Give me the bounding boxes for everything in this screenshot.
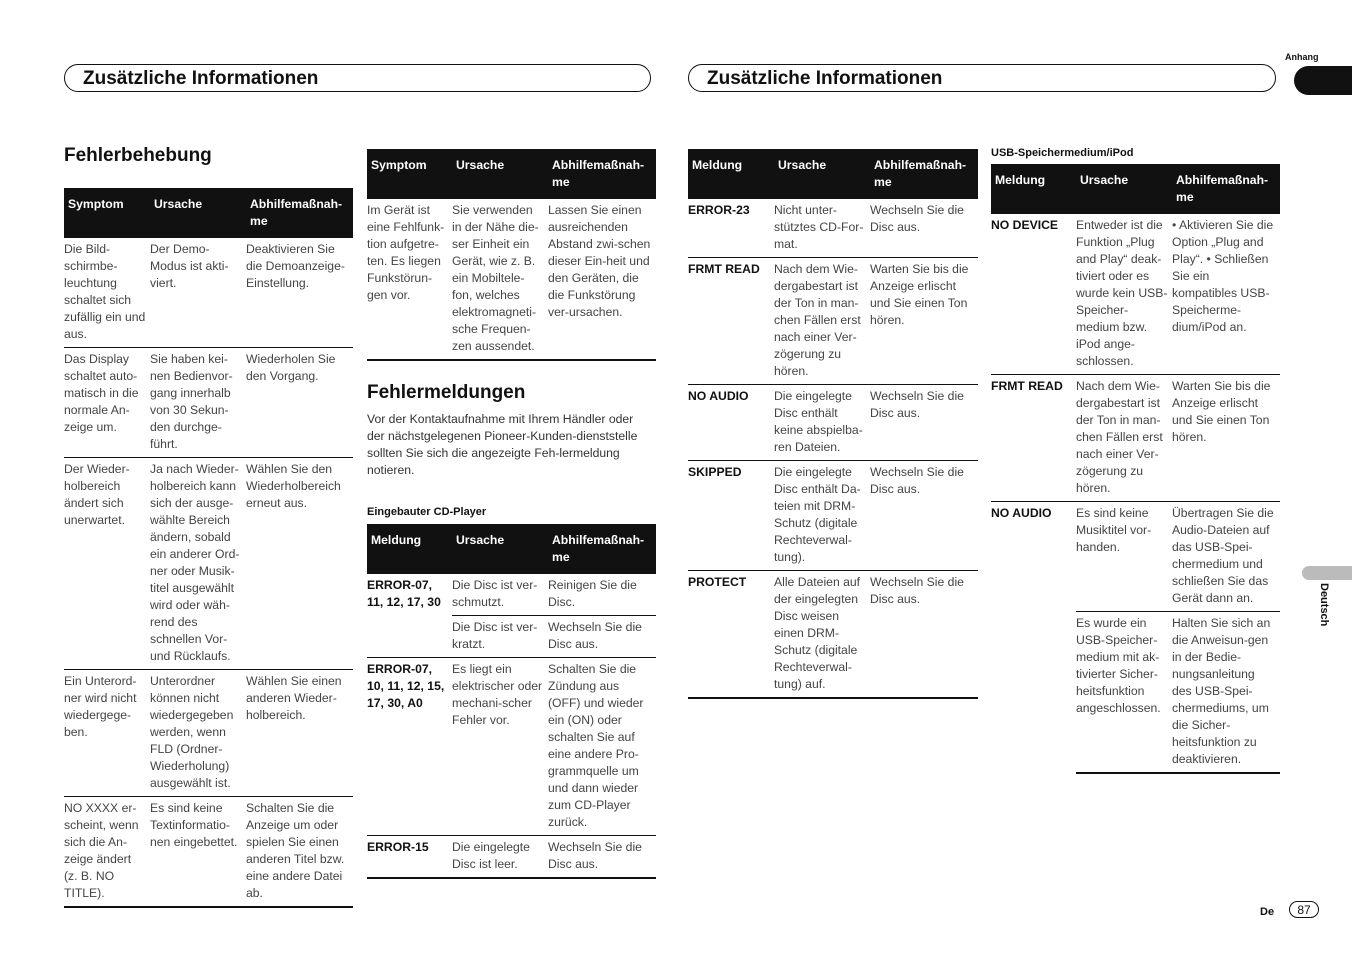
table-header-row: [64, 188, 353, 238]
col-header: Meldung: [991, 164, 1076, 214]
table-header-row: [688, 149, 978, 199]
cell: Wiederholen Sie den Vorgang.: [246, 348, 353, 458]
table-row: [367, 836, 656, 879]
language-label: Deutsch: [1318, 583, 1330, 627]
table-row: [688, 461, 978, 571]
message-cell: SKIPPED: [688, 461, 774, 571]
cell: Reinigen Sie die Disc.: [548, 578, 637, 609]
cell: Wechseln Sie die Disc aus.: [870, 571, 978, 699]
cell: Die Disc ist ver-schmutzt.: [452, 578, 538, 609]
message-cell: ERROR-07, 11, 12, 17, 30: [367, 578, 441, 609]
table-row: [991, 214, 1280, 375]
cell: Sie haben kei-nen Bedienvor-gang innerhalb von 30 Sekun-den durchge-führt.: [150, 348, 246, 458]
fehlerbehebung-table: [64, 188, 353, 908]
table-header-row: [367, 524, 656, 574]
cell: Das Display schaltet auto-matisch in die normale An-zeige um.: [64, 348, 150, 458]
cell: Wechseln Sie die Disc aus.: [548, 836, 656, 879]
cell: Es wurde ein USB-Speicher-medium mit ak-tivierter Sicher-heitsfunktion angeschlossen.: [1076, 612, 1172, 774]
col-header: Meldung: [367, 524, 452, 574]
col-header: Symptom: [367, 149, 452, 199]
cell: Unterordner können nicht wiedergegeben werden, wenn FLD (Ordner-Wiederholung) ausgewählt ist.: [150, 670, 246, 797]
cell: Wechseln Sie die Disc aus.: [870, 385, 978, 461]
section-header-left-title: Zusätzliche Informationen: [83, 68, 319, 89]
cd-error-cont-table: [688, 149, 978, 699]
cell: Lassen Sie einen ausreichenden Abstand zwi-schen dieser Ein-heit und den Geräten, die die Funkstörung ver-ursachen.: [548, 199, 656, 360]
col-header: Abhilfemaßnah-me: [246, 188, 353, 238]
cell: Die Disc ist ver-kratzt.: [452, 616, 548, 658]
message-cell: ERROR-23: [688, 203, 750, 217]
anhang-label: Anhang: [1285, 52, 1319, 62]
section-header-left: [64, 64, 651, 92]
chapter-tab: [1294, 66, 1352, 95]
table-row: [688, 199, 978, 258]
fehlermeldungen-title: Fehlermeldungen: [367, 382, 526, 403]
message-cell: FRMT READ: [991, 375, 1076, 502]
col-header: Ursache: [774, 149, 870, 199]
fehlerbehebung-title: Fehlerbehebung: [64, 145, 212, 166]
cell: Alle Dateien auf der eingelegten Disc weisen einen DRM-Schutz (digitale Rechteverwal-tung) auf.: [774, 571, 870, 699]
cell: Deaktivieren Sie die Demoanzeige-Einstellung.: [246, 242, 345, 290]
col-header: Ursache: [452, 524, 548, 574]
cell: Im Gerät ist eine Fehlfunk-tion aufgetre-ten. Es liegen Funkstörun-gen vor.: [367, 199, 452, 360]
table-row: [64, 797, 353, 908]
cell: Es liegt ein elektrischer oder mechani-scher Fehler vor.: [452, 658, 548, 836]
table-row: [991, 375, 1280, 502]
cell: Wechseln Sie die Disc aus.: [870, 203, 964, 234]
cell: Ein Unterord-ner wird nicht wiedergege-ben.: [64, 670, 150, 797]
col-header: Meldung: [688, 149, 774, 199]
cd-player-subtitle: Eingebauter CD-Player: [367, 506, 487, 518]
cell: NO XXXX er-scheint, wenn sich die An-zeige ändert (z. B. NO TITLE).: [64, 797, 150, 908]
cell: Nach dem Wie-dergabestart ist der Ton in man-chen Fällen erst nach einer Ver-zögerung zu hören.: [1076, 375, 1172, 502]
cell: Die eingelegte Disc enthält keine abspielba-ren Dateien.: [774, 385, 870, 461]
table-row: [367, 574, 656, 616]
cell: Wählen Sie einen anderen Wieder-holbereich.: [246, 670, 353, 797]
section-header-right: [688, 64, 1276, 92]
col-header: Ursache: [150, 188, 246, 238]
col-header: Ursache: [452, 149, 548, 199]
cell: Wechseln Sie die Disc aus.: [548, 616, 656, 658]
message-cell: NO AUDIO: [991, 502, 1076, 774]
usb-error-table: [991, 164, 1280, 774]
cell: Wechseln Sie die Disc aus.: [870, 461, 978, 571]
table-row: [64, 670, 353, 797]
table-row: [64, 238, 353, 348]
col-header: Abhilfemaßnah-me: [1172, 164, 1280, 214]
table-header-row: [367, 149, 656, 199]
cd-error-table: [367, 524, 656, 879]
cell: Warten Sie bis die Anzeige erlischt und Sie einen Ton hören.: [1172, 375, 1280, 502]
cell: Schalten Sie die Zündung aus (OFF) und wieder ein (ON) oder schalten Sie auf eine andere Pro-grammquelle um und dann wieder zum CD-Player zurück.: [548, 658, 656, 836]
col-header: Abhilfemaßnah-me: [870, 149, 978, 199]
message-cell: PROTECT: [688, 571, 774, 699]
message-cell: ERROR-15: [367, 836, 452, 879]
message-cell: FRMT READ: [688, 258, 774, 385]
usb-subtitle: USB-Speichermedium/iPod: [991, 147, 1134, 159]
message-cell: NO AUDIO: [688, 385, 774, 461]
cell: Der Demo-Modus ist akti-viert.: [150, 242, 229, 290]
table-row: [688, 385, 978, 461]
col-header: Symptom: [64, 188, 150, 238]
table-row: [367, 199, 656, 360]
cell: Es sind keine Musiktitel vor-handen.: [1076, 502, 1172, 612]
cell: Sie verwenden in der Nähe die-ser Einheit ein Gerät, wie z. B. ein Mobiltele-fon, welches elektromagneti-sche Frequen-zen aussendet.: [452, 199, 548, 360]
cell: Entweder ist die Funktion „Plug and Play“ deak-tiviert oder es wurde kein USB-Speicher-medium bzw. iPod ange-schlossen.: [1076, 218, 1168, 368]
fehlermeldungen-intro: Vor der Kontaktaufnahme mit Ihrem Händler oder der nächstgelegenen Pioneer-Kunden-dienststelle sollten Sie sich die angezeigte Feh-lermeldung notieren.: [367, 412, 638, 477]
cell: Die Bild-schirmbe-leuchtung schaltet sich zufällig ein und aus.: [64, 242, 146, 341]
col-header: Ursache: [1076, 164, 1172, 214]
col-header: Abhilfemaßnah-me: [548, 149, 656, 199]
col-header: Abhilfemaßnah-me: [548, 524, 656, 574]
footer-language: De: [1260, 906, 1275, 918]
cell: Halten Sie sich an die Anweisun-gen in der Bedie-nungsanleitung des USB-Spei-chermediums, um die Sicher-heitsfunktion zu deaktivieren.: [1172, 612, 1280, 774]
cell: Der Wieder-holbereich ändert sich unerwartet.: [64, 458, 150, 670]
table-row: [688, 258, 978, 385]
cell: Wählen Sie den Wiederholbereich erneut aus.: [246, 458, 353, 670]
cell: Übertragen Sie die Audio-Dateien auf das USB-Spei-chermedium und schließen Sie das Gerät dann an.: [1172, 502, 1280, 612]
table-row: [991, 502, 1280, 612]
cell: Nach dem Wie-dergabestart ist der Ton in man-chen Fällen erst nach einer Ver-zögerung zu hören.: [774, 258, 870, 385]
cell: Warten Sie bis die Anzeige erlischt und Sie einen Ton hören.: [870, 258, 978, 385]
cell: Die eingelegte Disc ist leer.: [452, 836, 548, 879]
cell: • Aktivieren Sie die Option „Plug and Play“. • Schließen Sie ein kompatibles USB-Speicherme-dium/iPod an.: [1172, 218, 1274, 334]
table-row: [367, 658, 656, 836]
table-row: [64, 348, 353, 458]
message-cell: ERROR-07, 10, 11, 12, 15, 17, 30, A0: [367, 658, 452, 836]
section-header-right-title: Zusätzliche Informationen: [707, 68, 943, 89]
table-header-row: [991, 164, 1280, 214]
fehlerbehebung-cont-table: [367, 149, 656, 361]
page-number: 87: [1289, 901, 1319, 918]
cell: Nicht unter-stütztes CD-For-mat.: [774, 203, 864, 251]
cell: Die eingelegte Disc enthält Da-teien mit DRM-Schutz (digitale Rechteverwal-tung).: [774, 461, 870, 571]
cell: Es sind keine Textinformatio-nen eingebettet.: [150, 797, 246, 908]
message-cell: NO DEVICE: [991, 218, 1059, 232]
table-row: [64, 458, 353, 670]
language-tab: [1302, 566, 1352, 580]
cell: Schalten Sie die Anzeige um oder spielen Sie einen anderen Titel bzw. eine andere Datei ab.: [246, 797, 353, 908]
cell: Ja nach Wieder-holbereich kann sich der ausge-wählte Bereich ändern, sobald ein anderer Ord-ner oder Musik-titel ausgewählt wird oder wäh-rend des schnellen Vor- und Rücklaufs.: [150, 458, 246, 670]
table-row: [688, 571, 978, 699]
